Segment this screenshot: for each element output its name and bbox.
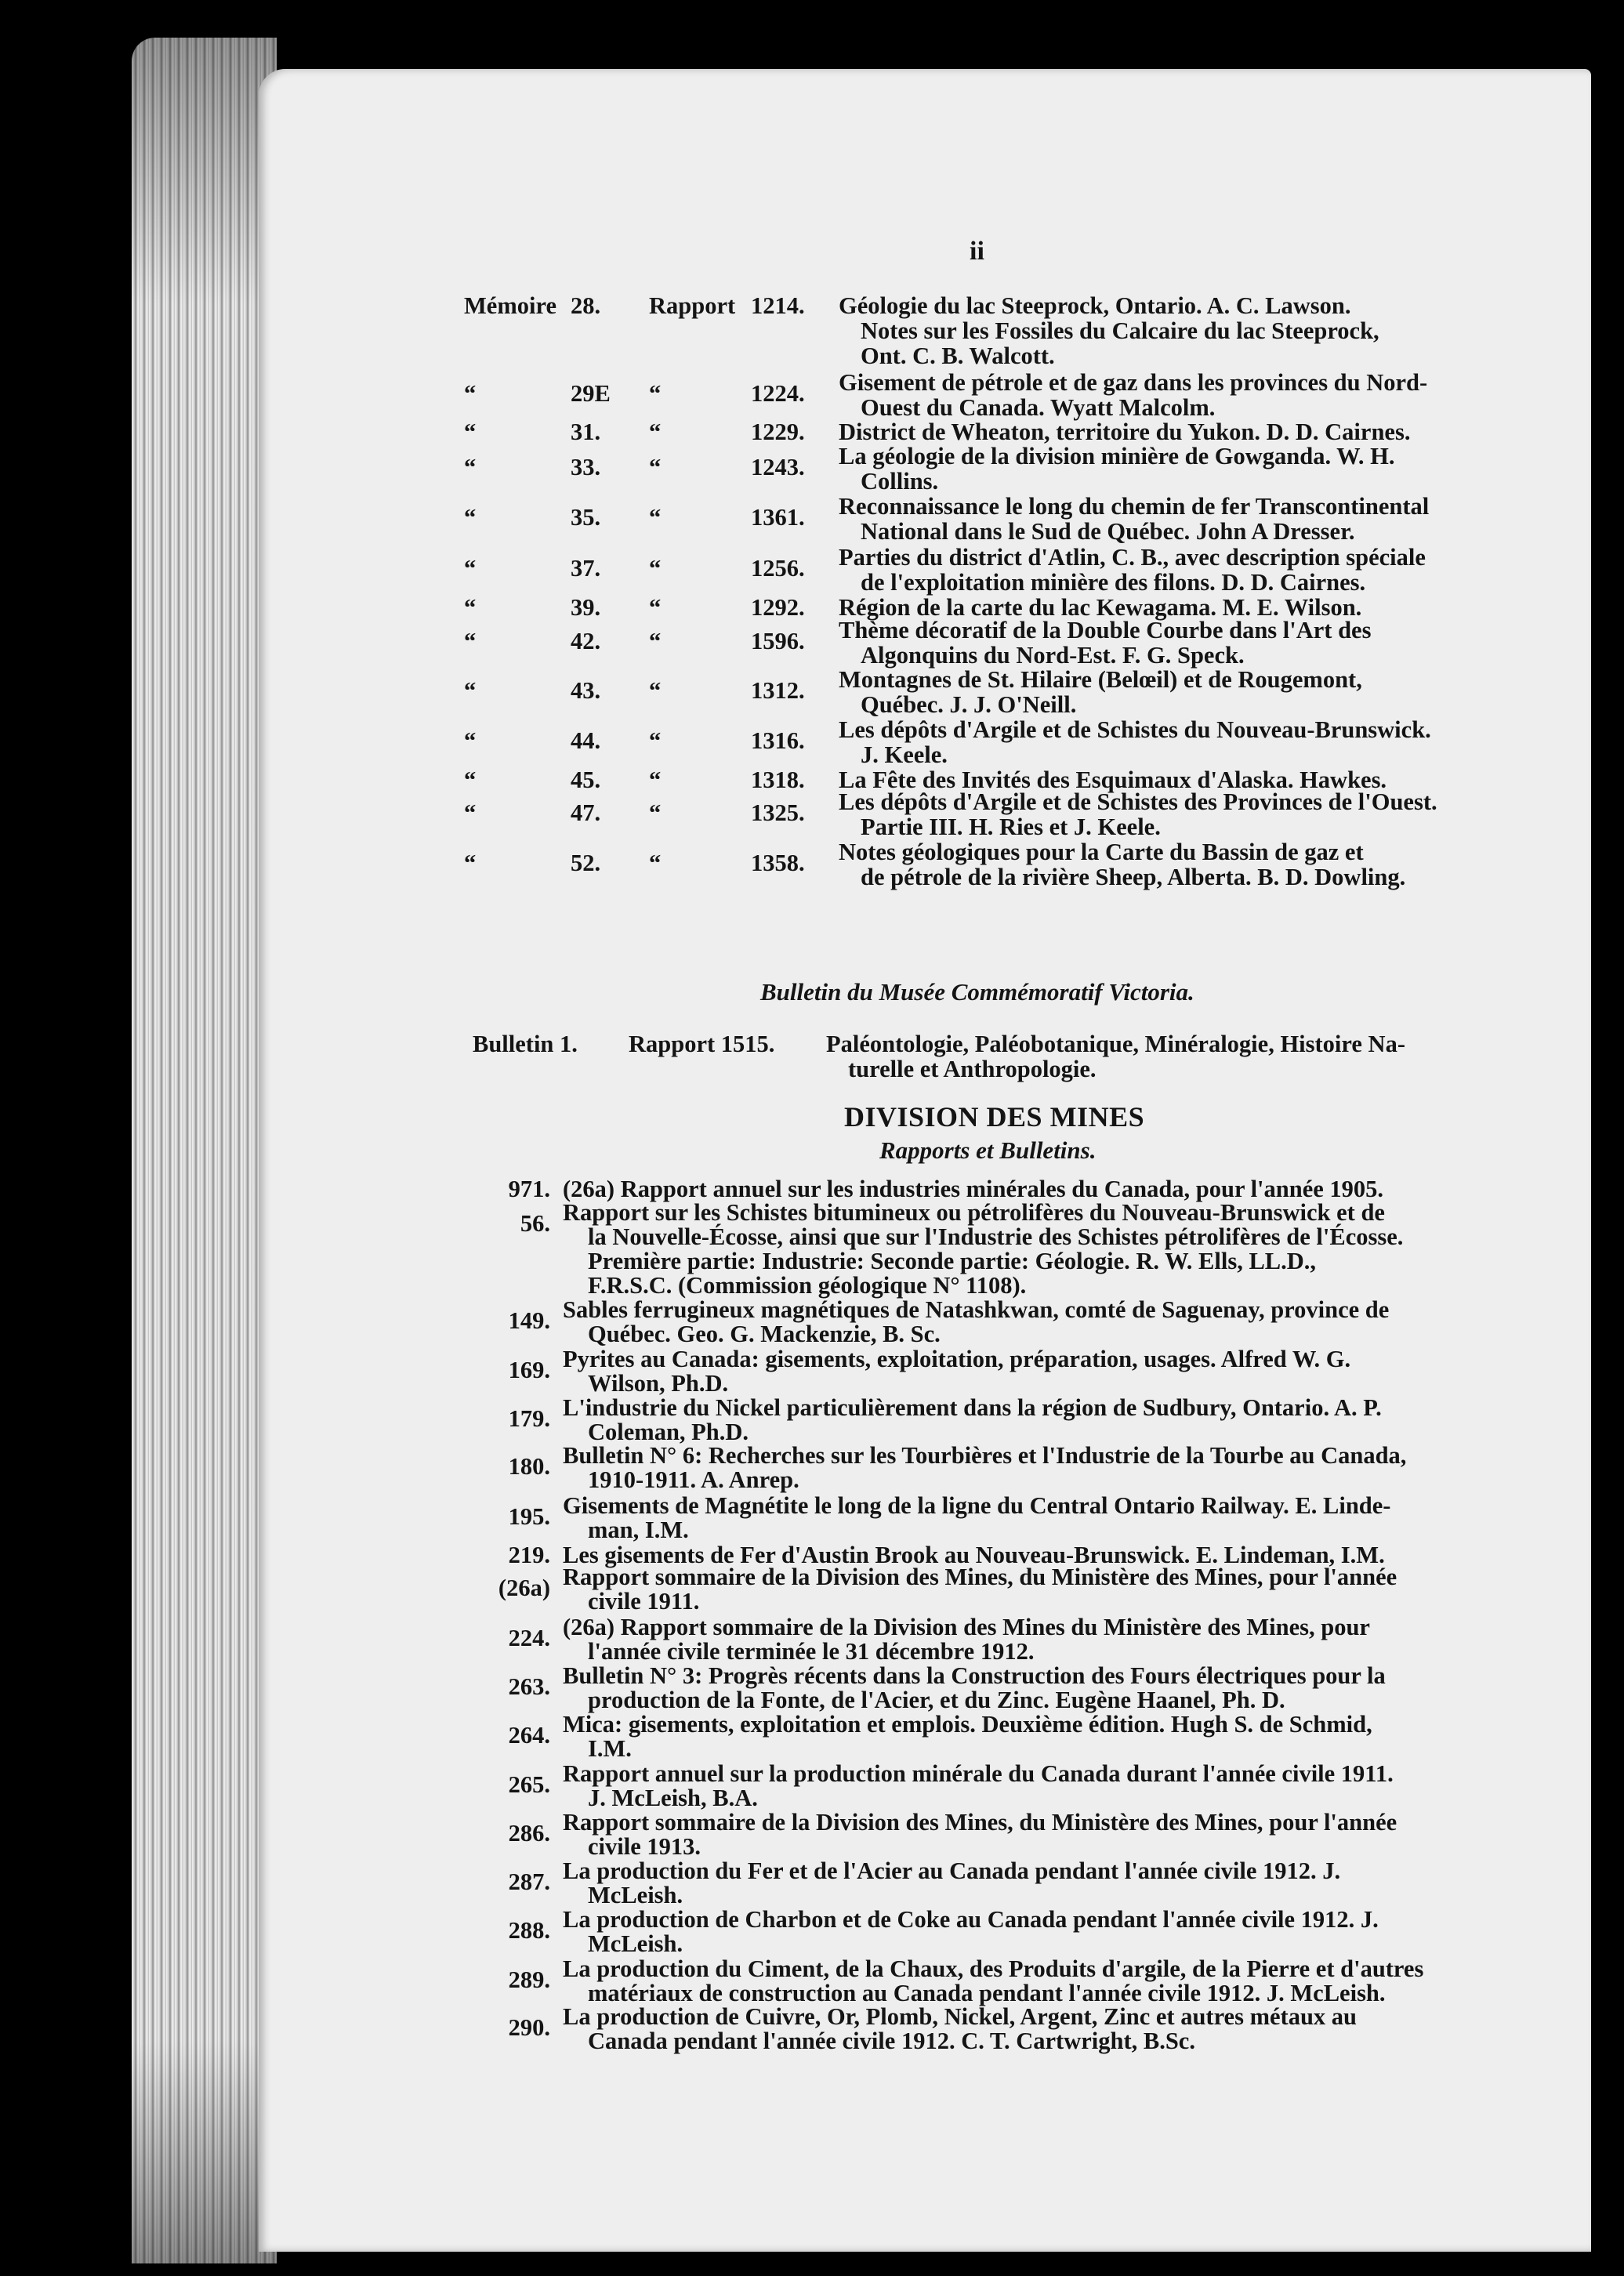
mines-report-number: 264. <box>508 1722 550 1749</box>
memoir-title-line: Algonquins du Nord-Est. F. G. Speck. <box>861 642 1245 669</box>
memoir-series: “ <box>464 594 477 621</box>
mines-report-title-line: Canada pendant l'année civile 1912. C. T. Cartwright, B.Sc. <box>588 2028 1195 2054</box>
memoir-series: “ <box>464 799 477 826</box>
mines-report-title-line: Sables ferrugineux magnétiques de Natashkwan, comté de Saguenay, province de <box>563 1296 1390 1323</box>
memoir-report-number: 1243. <box>751 454 805 480</box>
memoir-report-label: “ <box>649 555 662 582</box>
memoir-report-number: 1256. <box>751 555 805 582</box>
mines-report-number: (26a) <box>498 1575 550 1601</box>
memoir-title-line: National dans le Sud de Québec. John A Dresser. <box>861 518 1355 545</box>
mines-report-title-line: (26a) Rapport sommaire de la Division des Mines du Ministère des Mines, pour <box>563 1614 1370 1640</box>
mines-report-number: 149. <box>508 1307 550 1334</box>
memoir-title-line: Ont. C. B. Walcott. <box>861 342 1055 369</box>
mines-report-title-line: La production de Cuivre, Or, Plomb, Nickel, Argent, Zinc et autres métaux au <box>563 2003 1357 2030</box>
memoir-report-label: “ <box>649 504 662 531</box>
memoir-title-line: Montagnes de St. Hilaire (Belœil) et de Rougemont, <box>839 666 1362 693</box>
memoir-title-line: Parties du district d'Atlin, C. B., avec description spéciale <box>839 544 1426 571</box>
memoir-number: 33. <box>571 454 601 480</box>
memoir-title-line: de pétrole de la rivière Sheep, Alberta. B. D. Dowling. <box>861 864 1406 890</box>
memoir-report-label: “ <box>649 850 662 876</box>
mines-report-number: 219. <box>508 1542 550 1568</box>
memoir-title-line: District de Wheaton, territoire du Yukon. D. D. Cairnes. <box>839 419 1411 445</box>
mines-report-title-line: Rapport sur les Schistes bitumineux ou pétrolifères du Nouveau-Brunswick et de <box>563 1199 1385 1226</box>
mines-report-title-line: McLeish. <box>588 1882 683 1908</box>
mines-report-title-line: J. McLeish, B.A. <box>588 1785 758 1811</box>
mines-report-number: 179. <box>508 1405 550 1432</box>
memoir-report-label: Rapport <box>649 292 736 319</box>
mines-report-title <box>563 1762 1580 1810</box>
mines-report-list <box>259 69 1591 2252</box>
memoir-series: “ <box>464 380 477 407</box>
mines-report-title-line: matériaux de construction au Canada pendant l'année civile 1912. J. McLeish. <box>588 1980 1386 2006</box>
memoir-title-line: Les dépôts d'Argile et de Schistes du Nouveau-Brunswick. <box>839 716 1431 743</box>
memoir-series: Mémoire <box>464 292 556 319</box>
memoir-title-line: La Fête des Invités des Esquimaux d'Alaska. Hawkes. <box>839 767 1387 793</box>
mines-report-title-line: Bulletin N° 6: Recherches sur les Tourbières et l'Industrie de la Tourbe au Canada, <box>563 1442 1407 1469</box>
mines-report-title <box>563 1908 1580 1956</box>
mines-report-number: 288. <box>508 1917 550 1944</box>
mines-report-title-line: Québec. Geo. G. Mackenzie, B. Sc. <box>588 1321 941 1347</box>
memoir-report-number: 1224. <box>751 380 805 407</box>
mines-report-number: 169. <box>508 1357 550 1383</box>
mines-report-title-line: Gisements de Magnétite le long de la ligne du Central Ontario Railway. E. Linde- <box>563 1492 1391 1519</box>
mines-report-number: 180. <box>508 1453 550 1480</box>
mines-report-number: 971. <box>508 1176 550 1202</box>
bulletin-section-title: Bulletin du Musée Commémoratif Victoria. <box>760 978 1194 1006</box>
mines-report-title-line: (26a) Rapport annuel sur les industries minérales du Canada, pour l'année 1905. <box>563 1176 1384 1202</box>
mines-report-title-line: Bulletin N° 3: Progrès récents dans la Construction des Fours électriques pour la <box>563 1662 1386 1689</box>
mines-report-title <box>563 1565 1580 1614</box>
memoir-title-line: Québec. J. J. O'Neill. <box>861 691 1077 718</box>
memoir-report-label: “ <box>649 454 662 480</box>
memoir-series: “ <box>464 677 477 704</box>
memoir-report-number: 1361. <box>751 504 805 531</box>
memoir-series: “ <box>464 850 477 876</box>
memoir-report-number: 1312. <box>751 677 805 704</box>
book-page-edges <box>132 38 277 2263</box>
mines-report-title <box>563 1859 1580 1908</box>
mines-report-title <box>563 1615 1580 1664</box>
memoir-series: “ <box>464 555 477 582</box>
mines-report-title <box>563 1201 1580 1298</box>
mines-report-title-line: 1910-1911. A. Anrep. <box>588 1466 799 1493</box>
mines-report-title-line: La production du Ciment, de la Chaux, des Produits d'argile, de la Pierre et d'autres <box>563 1955 1424 1982</box>
bulletin-title-line: Paléontologie, Paléobotanique, Minéralogie, Histoire Na- <box>826 1031 1405 1057</box>
division-subtitle: Rapports et Bulletins. <box>879 1136 1097 1164</box>
memoir-title-line: Notes sur les Fossiles du Calcaire du lac Steeprock, <box>861 317 1379 344</box>
memoir-report-label: “ <box>649 419 662 445</box>
memoir-report-number: 1316. <box>751 727 805 754</box>
memoir-title-line: Partie III. H. Ries et J. Keele. <box>861 814 1161 840</box>
mines-report-title-line: Rapport annuel sur la production minérale du Canada durant l'année civile 1911. <box>563 1760 1394 1787</box>
memoir-series: “ <box>464 504 477 531</box>
mines-report-title-line: la Nouvelle-Écosse, ainsi que sur l'Industrie des Schistes pétrolifères de l'Écosse. <box>588 1223 1404 1250</box>
memoir-title-line: Thème décoratif de la Double Courbe dans l'Art des <box>839 617 1372 643</box>
memoir-report-number: 1325. <box>751 799 805 826</box>
memoir-report-number: 1229. <box>751 419 805 445</box>
mines-report-title-line: civile 1911. <box>588 1588 700 1615</box>
memoir-report-label: “ <box>649 727 662 754</box>
mines-report-title-line: McLeish. <box>588 1930 683 1957</box>
mines-report-title <box>563 2005 1580 2053</box>
page-number: ii <box>970 237 984 266</box>
mines-report-title-line: Wilson, Ph.D. <box>588 1370 729 1397</box>
mines-report-title-line: man, I.M. <box>588 1517 689 1543</box>
mines-report-number: 290. <box>508 2014 550 2041</box>
bulletin-label: Bulletin 1. <box>473 1031 578 1057</box>
memoir-report-number: 1358. <box>751 850 805 876</box>
memoir-series: “ <box>464 454 477 480</box>
memoir-report-label: “ <box>649 677 662 704</box>
mines-report-title-line: F.R.S.C. (Commission géologique N° 1108). <box>588 1272 1027 1299</box>
mines-report-title-line: Rapport sommaire de la Division des Mines, du Ministère des Mines, pour l'année <box>563 1564 1397 1590</box>
mines-report-title-line: La production du Fer et de l'Acier au Canada pendant l'année civile 1912. J. <box>563 1857 1341 1884</box>
memoir-report-label: “ <box>649 767 662 793</box>
memoir-title-line: Reconnaissance le long du chemin de fer Transcontinental <box>839 493 1430 520</box>
mines-report-title <box>563 1396 1580 1444</box>
mines-report-title <box>563 1347 1580 1396</box>
memoir-report-number: 1214. <box>751 292 805 319</box>
mines-report-title-line: Première partie: Industrie: Seconde partie: Géologie. R. W. Ells, LL.D., <box>588 1248 1317 1274</box>
memoir-report-number: 1292. <box>751 594 805 621</box>
memoir-report-label: “ <box>649 799 662 826</box>
memoir-series: “ <box>464 628 477 654</box>
mines-report-title <box>563 1177 1580 1201</box>
mines-report-number: 289. <box>508 1966 550 1993</box>
mines-report-number: 287. <box>508 1868 550 1895</box>
memoir-number: 31. <box>571 419 601 445</box>
mines-report-title <box>563 1712 1580 1761</box>
mines-report-title <box>563 1298 1580 1346</box>
mines-report-title <box>563 1664 1580 1712</box>
mines-report-title-line: civile 1913. <box>588 1833 701 1860</box>
mines-report-title-line: Rapport sommaire de la Division des Mines, du Ministère des Mines, pour l'année <box>563 1809 1397 1836</box>
bulletin-title-line: turelle et Anthropologie. <box>848 1056 1097 1082</box>
mines-report-title-line: L'industrie du Nickel particulièrement dans la région de Sudbury, Ontario. A. P. <box>563 1394 1382 1421</box>
mines-report-title <box>563 1494 1580 1542</box>
mines-report-title <box>563 1957 1580 2006</box>
memoir-number: 44. <box>571 727 601 754</box>
memoir-title-line: Région de la carte du lac Kewagama. M. E. Wilson. <box>839 594 1362 621</box>
memoir-number: 43. <box>571 677 601 704</box>
mines-report-title-line: I.M. <box>588 1735 632 1762</box>
mines-report-number: 195. <box>508 1503 550 1530</box>
memoir-number: 39. <box>571 594 601 621</box>
memoir-report-label: “ <box>649 594 662 621</box>
memoir-number: 35. <box>571 504 601 531</box>
memoir-report-number: 1596. <box>751 628 805 654</box>
memoir-number: 28. <box>571 292 601 319</box>
memoir-title-line: Gisement de pétrole et de gaz dans les provinces du Nord- <box>839 369 1428 396</box>
memoir-number: 45. <box>571 767 601 793</box>
memoir-title-line: Les dépôts d'Argile et de Schistes des Provinces de l'Ouest. <box>839 788 1437 815</box>
mines-report-title <box>563 1810 1580 1859</box>
mines-report-number: 286. <box>508 1820 550 1847</box>
memoir-number: 52. <box>571 850 601 876</box>
memoir-title-line: Géologie du lac Steeprock, Ontario. A. C. Lawson. <box>839 292 1351 319</box>
memoir-report-label: “ <box>649 628 662 654</box>
mines-report-title-line: Mica: gisements, exploitation et emplois. Deuxième édition. Hugh S. de Schmid, <box>563 1711 1372 1738</box>
memoir-number: 29E <box>571 380 611 407</box>
mines-report-title-line: l'année civile terminée le 31 décembre 1912. <box>588 1638 1035 1665</box>
mines-report-number: 265. <box>508 1771 550 1798</box>
book-page <box>259 69 1591 2252</box>
division-title: DIVISION DES MINES <box>844 1101 1145 1133</box>
mines-report-title-line: Les gisements de Fer d'Austin Brook au Nouveau-Brunswick. E. Lindeman, I.M. <box>563 1542 1385 1568</box>
memoir-report-label: “ <box>649 380 662 407</box>
memoir-number: 37. <box>571 555 601 582</box>
memoir-title-line: J. Keele. <box>861 741 948 768</box>
memoir-report-number: 1318. <box>751 767 805 793</box>
memoir-number: 47. <box>571 799 601 826</box>
mines-report-number: 224. <box>508 1625 550 1651</box>
memoir-title-line: Collins. <box>861 468 939 495</box>
memoir-series: “ <box>464 727 477 754</box>
mines-report-title-line: Coleman, Ph.D. <box>588 1419 749 1445</box>
memoir-series: “ <box>464 419 477 445</box>
memoir-title-line: de l'exploitation minière des filons. D. D. Cairnes. <box>861 569 1366 596</box>
mines-report-title-line: Pyrites au Canada: gisements, exploitation, préparation, usages. Alfred W. G. <box>563 1346 1351 1372</box>
memoir-series: “ <box>464 767 477 793</box>
bulletin-report: Rapport 1515. <box>629 1031 775 1057</box>
memoir-title-line: Ouest du Canada. Wyatt Malcolm. <box>861 394 1216 421</box>
mines-report-number: 56. <box>520 1210 550 1237</box>
mines-report-number: 263. <box>508 1673 550 1700</box>
memoir-title-line: La géologie de la division minière de Gowganda. W. H. <box>839 443 1395 469</box>
memoir-title-line: Notes géologiques pour la Carte du Bassin de gaz et <box>839 839 1364 865</box>
mines-report-title <box>563 1444 1580 1492</box>
mines-report-title-line: production de la Fonte, de l'Acier, et du Zinc. Eugène Haanel, Ph. D. <box>588 1687 1285 1713</box>
memoir-number: 42. <box>571 628 601 654</box>
mines-report-title-line: La production de Charbon et de Coke au Canada pendant l'année civile 1912. J. <box>563 1906 1379 1933</box>
